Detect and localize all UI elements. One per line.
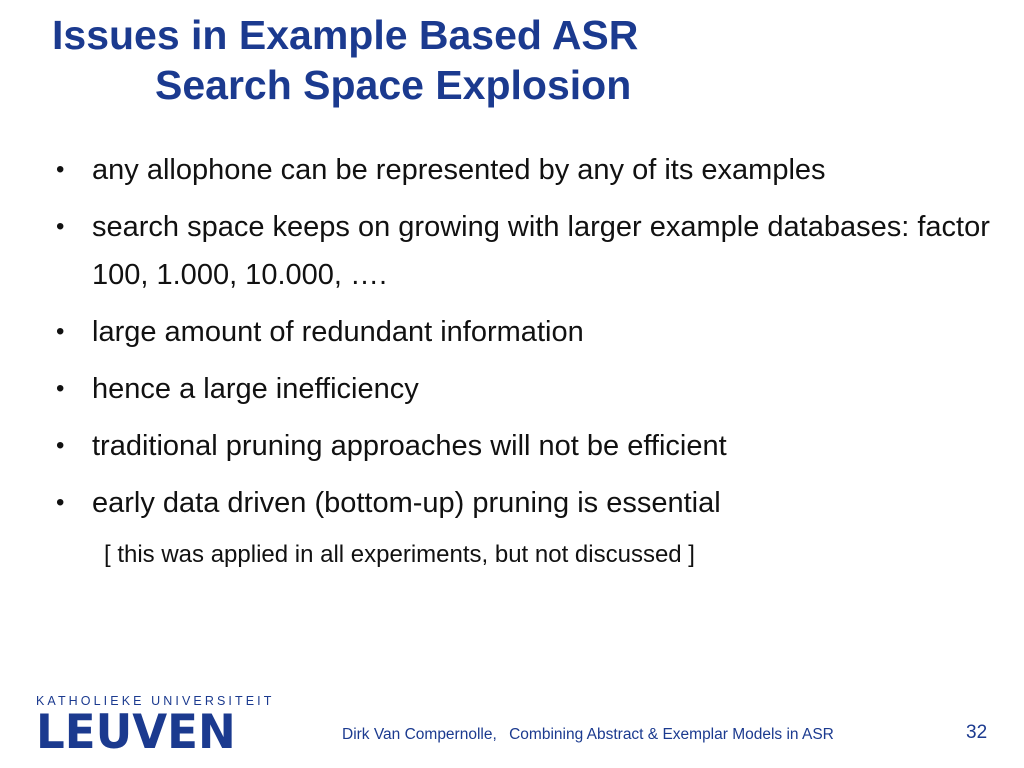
- sub-note: [ this was applied in all experiments, but not discussed ]: [104, 541, 695, 568]
- bullet-dot-icon: •: [56, 318, 65, 345]
- bullet-item: [52, 479, 1012, 527]
- logo-main-text: LEUVEN: [36, 705, 236, 760]
- footer-author: Dirk Van Compernolle,: [342, 726, 497, 743]
- title-line-2: Search Space Explosion: [155, 62, 632, 108]
- bullet-item: [52, 146, 1012, 194]
- bullet-text: early data driven (bottom-up) pruning is essential: [92, 487, 721, 519]
- bullet-item: [52, 422, 1012, 470]
- bullet-list: [52, 146, 1012, 536]
- slide-title: [52, 10, 638, 110]
- bullet-text: any allophone can be represented by any of its examples: [92, 154, 826, 186]
- footer-talk-title: Combining Abstract & Exemplar Models in ASR: [509, 726, 834, 743]
- bullet-dot-icon: •: [56, 375, 65, 402]
- bullet-dot-icon: •: [56, 432, 65, 459]
- bullet-item: [52, 203, 1012, 299]
- bullet-dot-icon: •: [56, 156, 65, 183]
- title-line-1: Issues in Example Based ASR: [52, 12, 639, 58]
- bullet-item: [52, 308, 1012, 356]
- bullet-text: traditional pruning approaches will not be efficient: [92, 430, 727, 462]
- bullet-text: hence a large inefficiency: [92, 373, 419, 405]
- footer: [342, 726, 834, 744]
- logo-top-text: KATHOLIEKE UNIVERSITEIT: [36, 694, 275, 708]
- page-number: 32: [966, 722, 988, 743]
- bullet-dot-icon: •: [56, 489, 65, 516]
- bullet-item: [52, 365, 1012, 413]
- university-logo: [36, 694, 275, 760]
- bullet-text: large amount of redundant information: [92, 316, 584, 348]
- bullet-text: search space keeps on growing with larger example databases: factor 100, 1.000, 10.000, ….: [92, 211, 990, 291]
- bullet-dot-icon: •: [56, 213, 65, 240]
